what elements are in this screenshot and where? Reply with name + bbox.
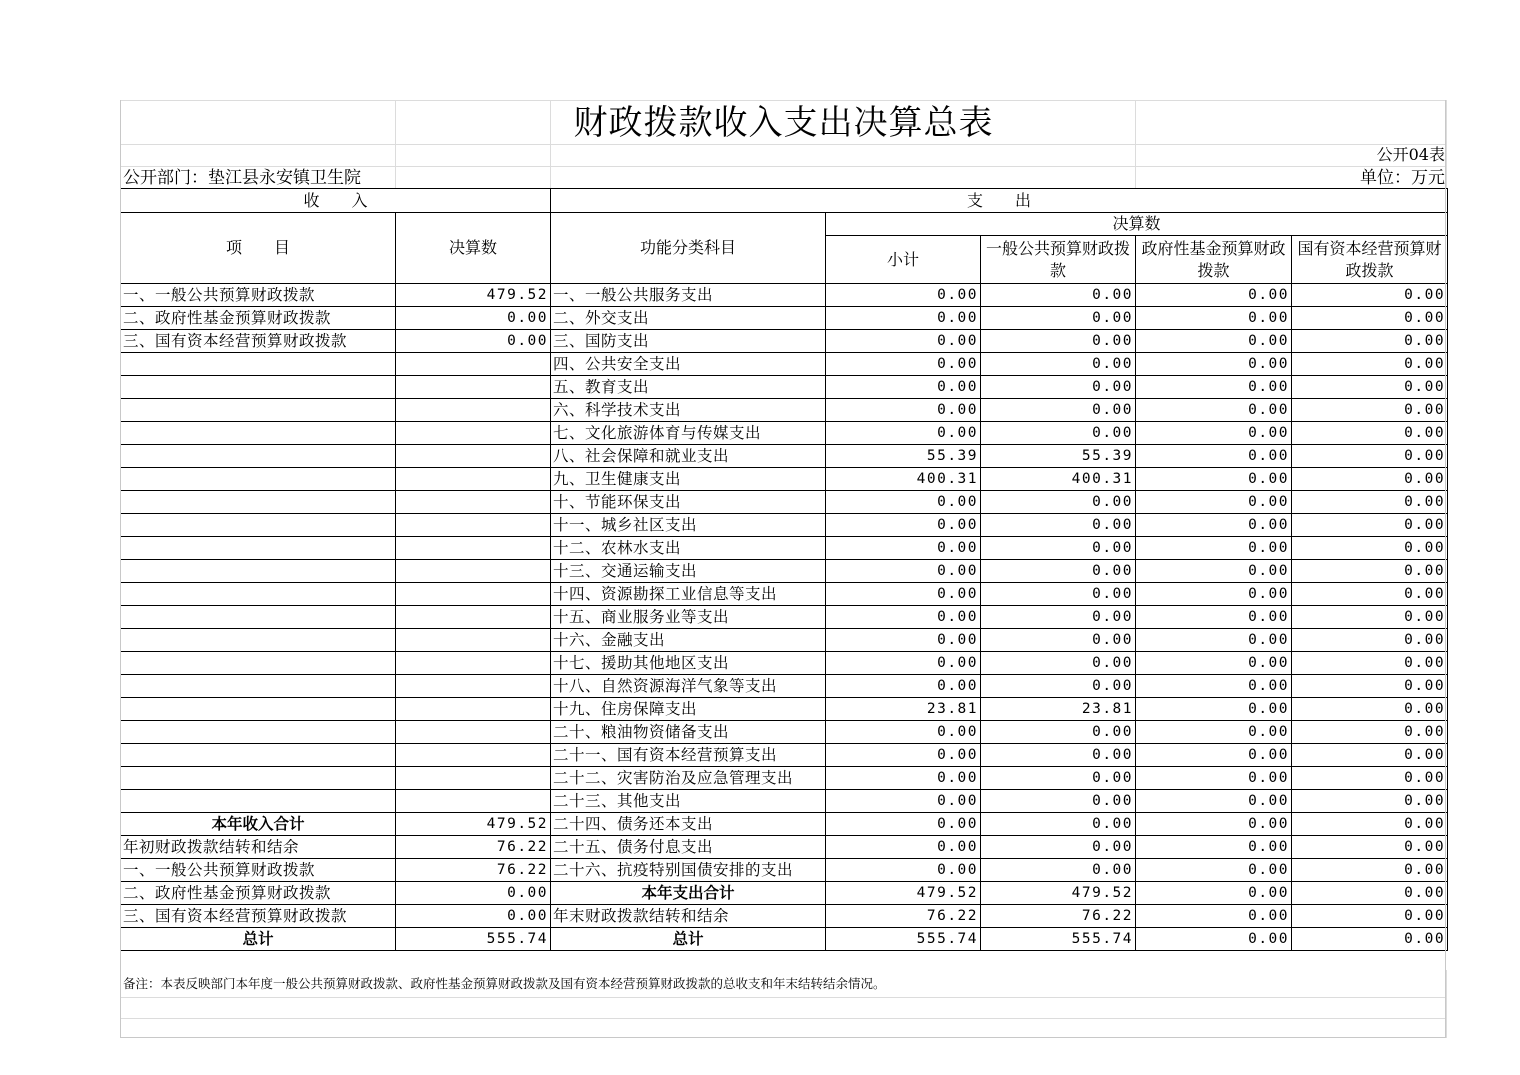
gov-fund-cell: 0.00 (1136, 399, 1292, 422)
state-capital-cell: 0.00 (1292, 675, 1448, 698)
gridline (120, 1037, 1447, 1038)
gov-fund-cell: 0.00 (1136, 468, 1292, 491)
state-capital-cell: 0.00 (1292, 353, 1448, 376)
table-row (121, 422, 1448, 445)
amount-header: 决算数 (396, 213, 551, 284)
income-amount-cell (396, 767, 551, 790)
general-budget-cell: 0.00 (981, 330, 1136, 353)
state-capital-cell: 0.00 (1292, 583, 1448, 606)
table-row (121, 675, 1448, 698)
subtotal-cell: 0.00 (826, 836, 981, 859)
table-row (121, 813, 1448, 836)
income-item-cell (121, 468, 396, 491)
gov-fund-cell: 0.00 (1136, 284, 1292, 307)
subtotal-cell: 0.00 (826, 353, 981, 376)
general-budget-cell: 479.52 (981, 882, 1136, 905)
expense-item-cell: 四、公共安全支出 (551, 353, 826, 376)
table-row (121, 399, 1448, 422)
income-item-cell: 本年收入合计 (121, 813, 396, 836)
income-amount-cell: 479.52 (396, 813, 551, 836)
page-title: 财政拨款收入支出决算总表 (573, 103, 994, 143)
expense-item-cell: 十八、自然资源海洋气象等支出 (551, 675, 826, 698)
form-code: 公开04表 (1376, 145, 1445, 164)
state-capital-cell: 0.00 (1292, 767, 1448, 790)
income-amount-cell (396, 606, 551, 629)
general-budget-cell: 0.00 (981, 652, 1136, 675)
general-budget-cell: 55.39 (981, 445, 1136, 468)
subtotal-cell: 0.00 (826, 606, 981, 629)
table-row (121, 767, 1448, 790)
subtotal-cell: 0.00 (826, 652, 981, 675)
income-item-cell (121, 652, 396, 675)
table-row (121, 583, 1448, 606)
income-amount-cell (396, 629, 551, 652)
expense-item-cell: 七、文化旅游体育与传媒支出 (551, 422, 826, 445)
state-capital-cell: 0.00 (1292, 652, 1448, 675)
subtotal-cell: 0.00 (826, 514, 981, 537)
gov-fund-cell: 0.00 (1136, 928, 1292, 951)
general-budget-cell: 0.00 (981, 721, 1136, 744)
subtotal-cell: 76.22 (826, 905, 981, 928)
expense-item-cell: 五、教育支出 (551, 376, 826, 399)
income-header: 收 入 (121, 189, 551, 213)
income-amount-cell (396, 721, 551, 744)
expense-item-cell: 十九、住房保障支出 (551, 698, 826, 721)
table-row (121, 721, 1448, 744)
general-budget-cell: 0.00 (981, 399, 1136, 422)
income-item-cell: 年初财政拨款结转和结余 (121, 836, 396, 859)
income-item-cell (121, 629, 396, 652)
state-capital-cell: 0.00 (1292, 744, 1448, 767)
expense-item-cell: 本年支出合计 (551, 882, 826, 905)
state-capital-cell: 0.00 (1292, 813, 1448, 836)
state-capital-cell: 0.00 (1292, 905, 1448, 928)
subtotal-cell: 0.00 (826, 675, 981, 698)
general-budget-cell: 0.00 (981, 813, 1136, 836)
gov-fund-cell: 0.00 (1136, 905, 1292, 928)
income-item-cell (121, 606, 396, 629)
gov-fund-cell: 0.00 (1136, 491, 1292, 514)
table-row (121, 445, 1448, 468)
finance-table (120, 188, 1448, 951)
expense-item-cell: 总计 (551, 928, 826, 951)
expense-item-cell: 二十六、抗疫特别国债安排的支出 (551, 859, 826, 882)
gov-fund-cell: 0.00 (1136, 790, 1292, 813)
general-budget-cell: 0.00 (981, 353, 1136, 376)
gov-fund-cell: 0.00 (1136, 606, 1292, 629)
state-capital-cell: 0.00 (1292, 514, 1448, 537)
subtotal-cell: 0.00 (826, 399, 981, 422)
subtotal-cell: 0.00 (826, 629, 981, 652)
gridline (120, 997, 1447, 998)
gov-fund-cell: 0.00 (1136, 445, 1292, 468)
expense-item-cell: 十二、农林水支出 (551, 537, 826, 560)
gridline (120, 1018, 1447, 1019)
state-capital-cell: 0.00 (1292, 537, 1448, 560)
subtotal-cell: 0.00 (826, 330, 981, 353)
income-amount-cell: 0.00 (396, 307, 551, 330)
state-capital-cell: 0.00 (1292, 882, 1448, 905)
state-capital-cell: 0.00 (1292, 445, 1448, 468)
income-amount-cell: 0.00 (396, 330, 551, 353)
expense-item-cell: 年末财政拨款结转和结余 (551, 905, 826, 928)
function-subject-header: 功能分类科目 (551, 213, 826, 284)
income-item-cell (121, 560, 396, 583)
table-note: 备注：本表反映部门本年度一般公共预算财政拨款、政府性基金预算财政拨款及国有资本经营预算财政拨款的总收支和年末结转结余情况。 (123, 976, 886, 991)
expense-item-cell: 二十三、其他支出 (551, 790, 826, 813)
table-row (121, 859, 1448, 882)
gov-fund-header: 政府性基金预算财政拨款 (1136, 236, 1292, 284)
state-capital-cell: 0.00 (1292, 376, 1448, 399)
expense-item-cell: 十五、商业服务业等支出 (551, 606, 826, 629)
gov-fund-cell: 0.00 (1136, 698, 1292, 721)
expense-item-cell: 十三、交通运输支出 (551, 560, 826, 583)
general-budget-cell: 0.00 (981, 790, 1136, 813)
expense-item-cell: 九、卫生健康支出 (551, 468, 826, 491)
income-item-cell (121, 721, 396, 744)
subtotal-cell: 0.00 (826, 767, 981, 790)
state-capital-cell: 0.00 (1292, 330, 1448, 353)
state-capital-cell: 0.00 (1292, 928, 1448, 951)
subtotal-cell: 0.00 (826, 422, 981, 445)
income-amount-cell (396, 790, 551, 813)
income-amount-cell (396, 353, 551, 376)
general-budget-cell: 0.00 (981, 836, 1136, 859)
general-budget-cell: 0.00 (981, 583, 1136, 606)
state-capital-cell: 0.00 (1292, 560, 1448, 583)
general-budget-cell: 0.00 (981, 629, 1136, 652)
table-row (121, 376, 1448, 399)
header-row-1 (121, 189, 1448, 213)
general-budget-cell: 23.81 (981, 698, 1136, 721)
subtotal-cell: 0.00 (826, 284, 981, 307)
subtotal-cell: 0.00 (826, 721, 981, 744)
income-item-cell: 一、一般公共预算财政拨款 (121, 859, 396, 882)
general-budget-header: 一般公共预算财政拨款 (981, 236, 1136, 284)
general-budget-cell: 555.74 (981, 928, 1136, 951)
income-item-cell (121, 790, 396, 813)
gridline (120, 970, 121, 1038)
income-amount-cell: 555.74 (396, 928, 551, 951)
income-item-cell (121, 491, 396, 514)
income-amount-cell: 0.00 (396, 905, 551, 928)
income-amount-cell (396, 560, 551, 583)
expense-item-cell: 二十二、灾害防治及应急管理支出 (551, 767, 826, 790)
income-item-cell: 总计 (121, 928, 396, 951)
header-row-2 (121, 213, 1448, 236)
expense-item-cell: 八、社会保障和就业支出 (551, 445, 826, 468)
table-row (121, 606, 1448, 629)
income-item-cell: 二、政府性基金预算财政拨款 (121, 882, 396, 905)
subtotal-cell: 23.81 (826, 698, 981, 721)
income-item-cell (121, 744, 396, 767)
expense-item-cell: 二十一、国有资本经营预算支出 (551, 744, 826, 767)
income-item-cell (121, 422, 396, 445)
unit-label: 单位：万元 (1360, 168, 1445, 188)
state-capital-cell: 0.00 (1292, 836, 1448, 859)
income-amount-cell: 76.22 (396, 836, 551, 859)
state-capital-cell: 0.00 (1292, 790, 1448, 813)
table-row (121, 744, 1448, 767)
expense-item-cell: 二十五、债务付息支出 (551, 836, 826, 859)
income-item-cell: 三、国有资本经营预算财政拨款 (121, 905, 396, 928)
gov-fund-cell: 0.00 (1136, 353, 1292, 376)
income-item-cell (121, 767, 396, 790)
expense-item-cell: 二十、粮油物资储备支出 (551, 721, 826, 744)
gov-fund-cell: 0.00 (1136, 560, 1292, 583)
income-item-cell (121, 399, 396, 422)
subtotal-cell: 0.00 (826, 537, 981, 560)
state-capital-cell: 0.00 (1292, 629, 1448, 652)
table-row (121, 629, 1448, 652)
table-row (121, 514, 1448, 537)
general-budget-cell: 0.00 (981, 675, 1136, 698)
expense-item-cell: 十六、金融支出 (551, 629, 826, 652)
gov-fund-cell: 0.00 (1136, 882, 1292, 905)
gridline (1446, 970, 1447, 1038)
table-row (121, 284, 1448, 307)
expense-header: 支 出 (551, 189, 1448, 213)
income-amount-cell (396, 376, 551, 399)
income-amount-cell (396, 652, 551, 675)
table-row (121, 790, 1448, 813)
general-budget-cell: 76.22 (981, 905, 1136, 928)
state-capital-cell: 0.00 (1292, 606, 1448, 629)
income-amount-cell (396, 445, 551, 468)
income-item-cell: 三、国有资本经营预算财政拨款 (121, 330, 396, 353)
table-row (121, 652, 1448, 675)
general-budget-cell: 0.00 (981, 491, 1136, 514)
general-budget-cell: 0.00 (981, 767, 1136, 790)
income-amount-cell (396, 583, 551, 606)
state-capital-cell: 0.00 (1292, 698, 1448, 721)
income-amount-cell: 479.52 (396, 284, 551, 307)
state-capital-cell: 0.00 (1292, 307, 1448, 330)
gov-fund-cell: 0.00 (1136, 813, 1292, 836)
general-budget-cell: 0.00 (981, 307, 1136, 330)
gov-fund-cell: 0.00 (1136, 652, 1292, 675)
gov-fund-cell: 0.00 (1136, 422, 1292, 445)
general-budget-cell: 0.00 (981, 560, 1136, 583)
general-budget-cell: 0.00 (981, 284, 1136, 307)
gov-fund-cell: 0.00 (1136, 721, 1292, 744)
income-item-cell: 二、政府性基金预算财政拨款 (121, 307, 396, 330)
table-row (121, 560, 1448, 583)
income-item-cell (121, 445, 396, 468)
subtotal-cell: 0.00 (826, 376, 981, 399)
general-budget-cell: 0.00 (981, 422, 1136, 445)
table-row (121, 330, 1448, 353)
general-budget-cell: 0.00 (981, 514, 1136, 537)
expense-item-cell: 六、科学技术支出 (551, 399, 826, 422)
income-amount-cell (396, 537, 551, 560)
income-item-cell (121, 376, 396, 399)
income-amount-cell (396, 675, 551, 698)
gov-fund-cell: 0.00 (1136, 376, 1292, 399)
subtotal-cell: 400.31 (826, 468, 981, 491)
income-amount-cell: 76.22 (396, 859, 551, 882)
income-amount-cell (396, 422, 551, 445)
income-item-cell (121, 698, 396, 721)
state-capital-cell: 0.00 (1292, 284, 1448, 307)
subtotal-cell: 0.00 (826, 560, 981, 583)
subtotal-cell: 0.00 (826, 491, 981, 514)
general-budget-cell: 0.00 (981, 537, 1136, 560)
state-capital-cell: 0.00 (1292, 468, 1448, 491)
state-capital-cell: 0.00 (1292, 491, 1448, 514)
subtotal-cell: 0.00 (826, 744, 981, 767)
gov-fund-cell: 0.00 (1136, 330, 1292, 353)
general-budget-cell: 0.00 (981, 859, 1136, 882)
expense-item-cell: 一、一般公共服务支出 (551, 284, 826, 307)
income-amount-cell (396, 399, 551, 422)
income-item-cell (121, 583, 396, 606)
subtotal-cell: 0.00 (826, 583, 981, 606)
income-amount-cell (396, 514, 551, 537)
subtotal-cell: 0.00 (826, 859, 981, 882)
general-budget-cell: 400.31 (981, 468, 1136, 491)
income-item-cell (121, 675, 396, 698)
general-budget-cell: 0.00 (981, 744, 1136, 767)
income-amount-cell (396, 698, 551, 721)
expense-item-cell: 十一、城乡社区支出 (551, 514, 826, 537)
table-row (121, 882, 1448, 905)
gov-fund-cell: 0.00 (1136, 744, 1292, 767)
gov-fund-cell: 0.00 (1136, 629, 1292, 652)
subtotal-header: 小计 (826, 236, 981, 284)
gov-fund-cell: 0.00 (1136, 836, 1292, 859)
expense-item-cell: 十、节能环保支出 (551, 491, 826, 514)
state-capital-cell: 0.00 (1292, 399, 1448, 422)
income-item-cell: 一、一般公共预算财政拨款 (121, 284, 396, 307)
gov-fund-cell: 0.00 (1136, 859, 1292, 882)
table-row (121, 905, 1448, 928)
income-item-cell (121, 514, 396, 537)
gov-fund-cell: 0.00 (1136, 675, 1292, 698)
expense-item-cell: 十四、资源勘探工业信息等支出 (551, 583, 826, 606)
table-row (121, 353, 1448, 376)
income-item-cell (121, 353, 396, 376)
table-row (121, 537, 1448, 560)
expense-item-cell: 十七、援助其他地区支出 (551, 652, 826, 675)
income-amount-cell (396, 468, 551, 491)
gov-fund-cell: 0.00 (1136, 767, 1292, 790)
subtotal-cell: 0.00 (826, 813, 981, 836)
table-row (121, 928, 1448, 951)
table-row (121, 307, 1448, 330)
state-capital-cell: 0.00 (1292, 859, 1448, 882)
general-budget-cell: 0.00 (981, 376, 1136, 399)
gov-fund-cell: 0.00 (1136, 514, 1292, 537)
subtotal-cell: 0.00 (826, 790, 981, 813)
table-row (121, 698, 1448, 721)
item-header: 项 目 (121, 213, 396, 284)
table-row (121, 836, 1448, 859)
gov-fund-cell: 0.00 (1136, 537, 1292, 560)
state-capital-cell: 0.00 (1292, 721, 1448, 744)
state-capital-cell: 0.00 (1292, 422, 1448, 445)
final-amount-header: 决算数 (826, 213, 1448, 236)
income-amount-cell (396, 744, 551, 767)
income-amount-cell: 0.00 (396, 882, 551, 905)
income-item-cell (121, 537, 396, 560)
state-capital-header: 国有资本经营预算财政拨款 (1292, 236, 1448, 284)
expense-item-cell: 二十四、债务还本支出 (551, 813, 826, 836)
subtotal-cell: 479.52 (826, 882, 981, 905)
income-amount-cell (396, 491, 551, 514)
table-row (121, 491, 1448, 514)
expense-item-cell: 二、外交支出 (551, 307, 826, 330)
subtotal-cell: 0.00 (826, 307, 981, 330)
department-label: 公开部门：垫江县永安镇卫生院 (123, 168, 361, 188)
general-budget-cell: 0.00 (981, 606, 1136, 629)
gov-fund-cell: 0.00 (1136, 583, 1292, 606)
gov-fund-cell: 0.00 (1136, 307, 1292, 330)
subtotal-cell: 555.74 (826, 928, 981, 951)
subtotal-cell: 55.39 (826, 445, 981, 468)
expense-item-cell: 三、国防支出 (551, 330, 826, 353)
table-row (121, 468, 1448, 491)
